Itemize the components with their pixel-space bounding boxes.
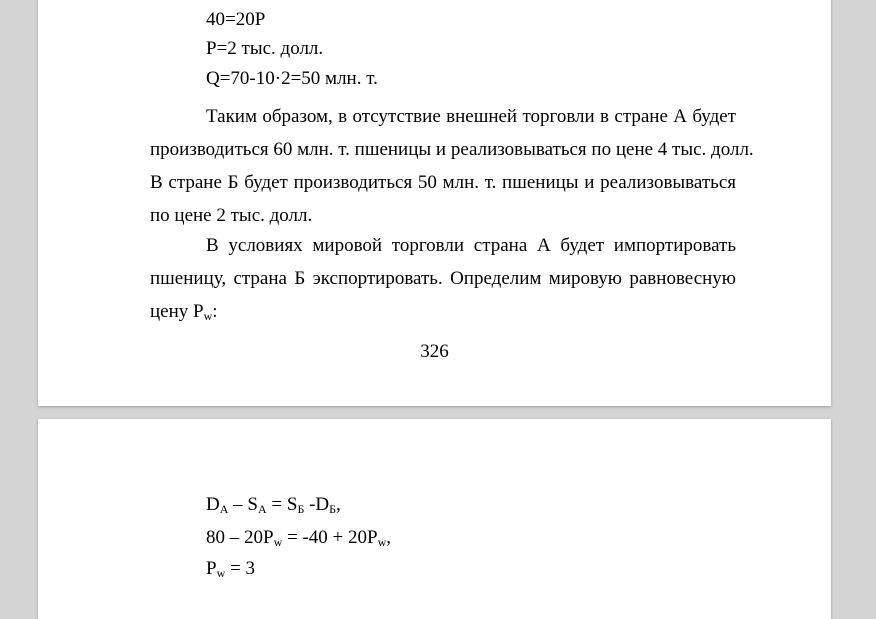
formula-line: $P_w = 3$ (206, 558, 255, 580)
paragraph-line: производиться 60 млн. т. пшеницы и реализовываться по цене 4 тыс. долл. (150, 139, 754, 160)
document-page-next (38, 419, 831, 619)
equation-line: Q=70-10·2=50 млн. т. (206, 68, 378, 89)
paragraph-line: пшеницу, страна Б экспортировать. Определим мировую равновесную (150, 268, 736, 289)
page-number: 326 (420, 341, 449, 362)
paragraph-line: по цене 2 тыс. долл. (150, 205, 313, 226)
formula-line: $D_A - S_A = S_Б$ $-D_Б$, (206, 494, 341, 516)
paragraph-line: цену $P_w$: (150, 301, 218, 323)
paragraph-line: В стране Б будет производиться 50 млн. т. пшеницы и реализовываться (150, 172, 736, 193)
formula-line: $80 - 20P_w = -40 + 20P_w$, (206, 527, 391, 549)
document-page-326 (38, 0, 831, 406)
equation-line: 40=20P (206, 9, 266, 30)
paragraph-line: Таким образом, в отсутствие внешней торговли в стране А будет (206, 106, 736, 127)
equation-line: P=2 тыс. долл. (206, 38, 324, 59)
paragraph-line: В условиях мировой торговли страна А будет импортировать (206, 235, 736, 256)
